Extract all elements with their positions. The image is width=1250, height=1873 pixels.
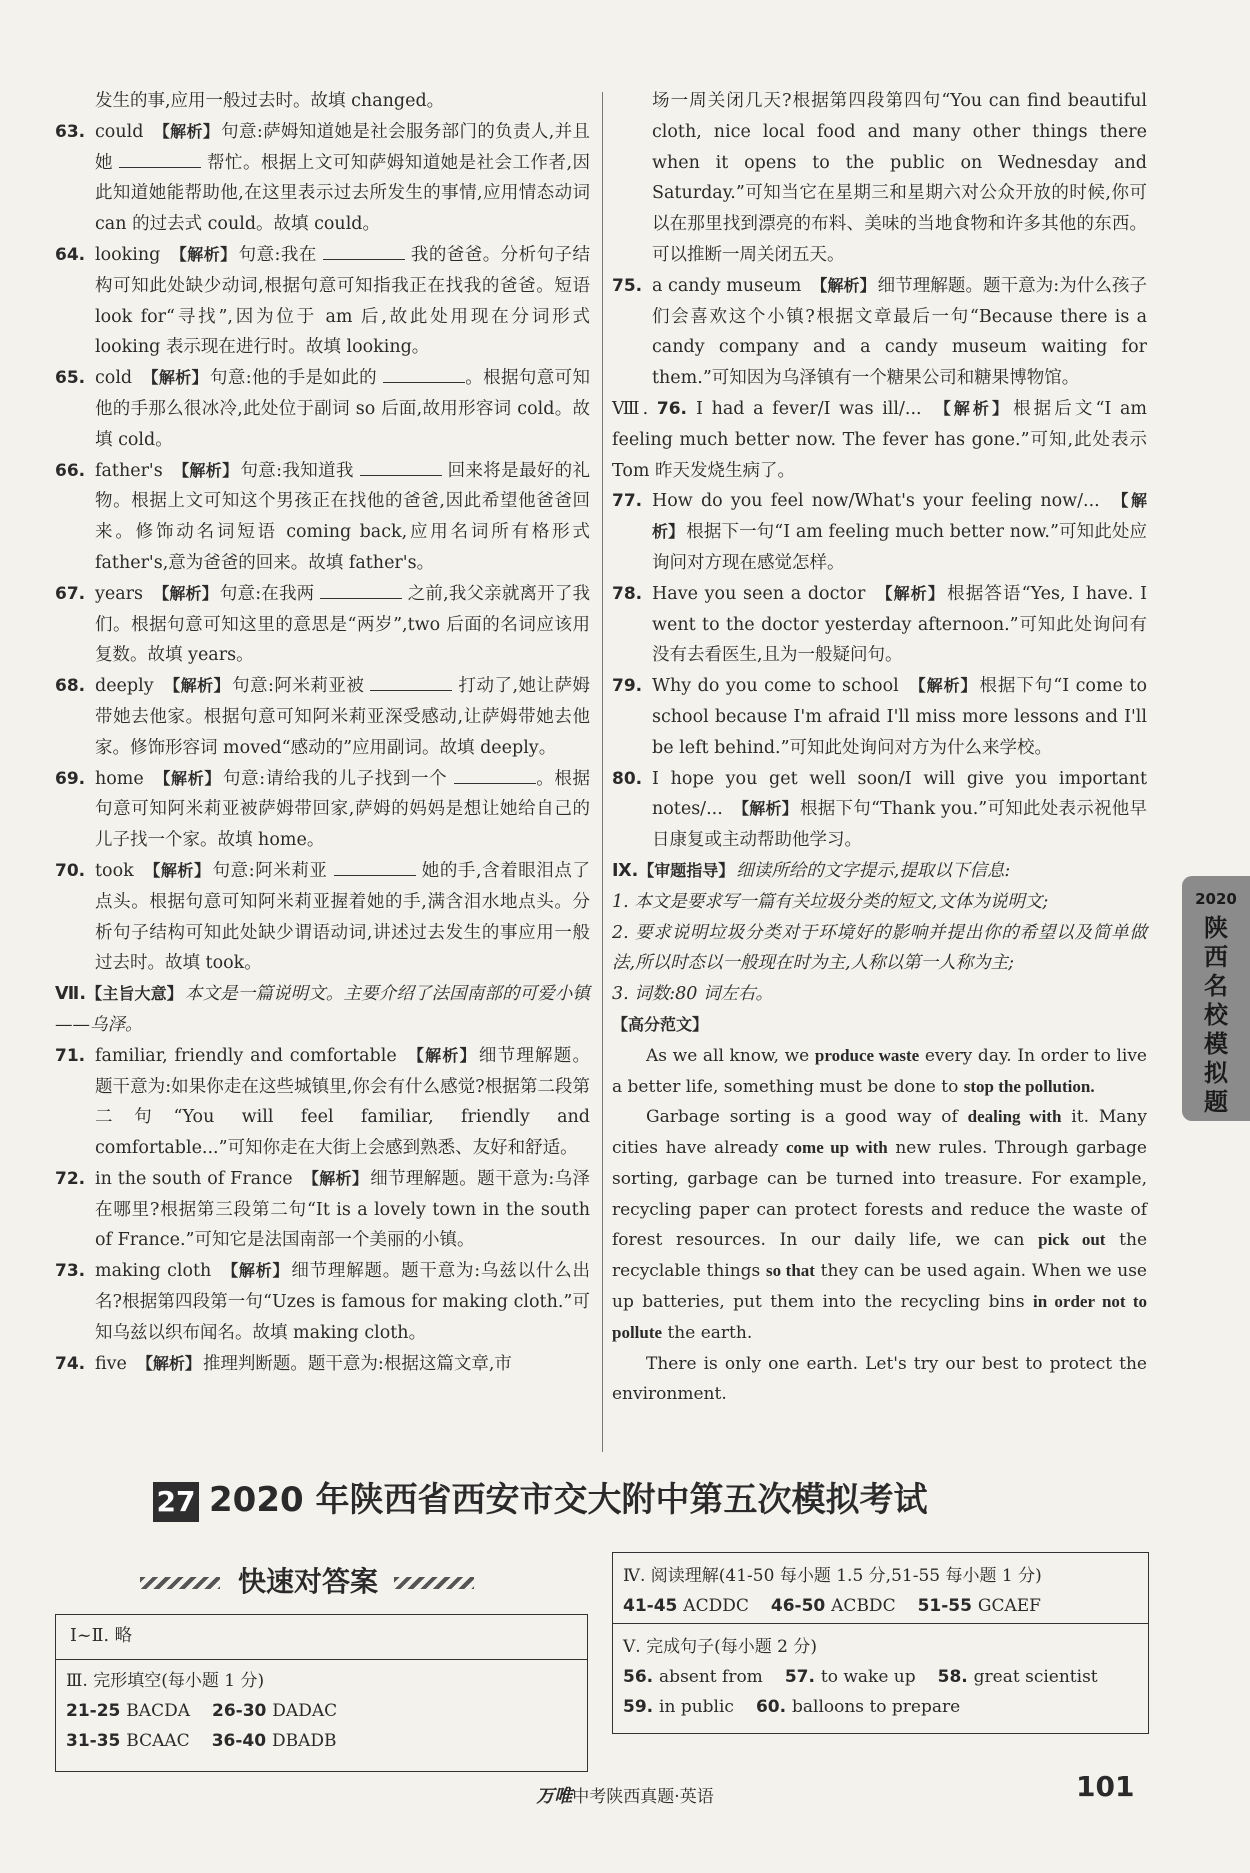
essay-paragraph	[612, 1349, 1147, 1411]
item-number: 67.	[55, 583, 86, 604]
item-number: 77.	[612, 491, 643, 512]
item-explanation: 根据下句“I come to school because I'm afraid I'll miss more lessons and I'll be left behind.”可知此处询问对方为什么来学校。	[652, 676, 1147, 758]
analysis-tag: 【解析】	[931, 398, 1012, 418]
analysis-tag: 【解析】	[652, 491, 1147, 542]
item-answer: home	[95, 768, 144, 789]
section-text: 本文是一篇说明文。主要介绍了法国南部的可爱小镇——乌泽。	[55, 984, 590, 1035]
answer-item	[55, 1349, 590, 1380]
essay-heading	[612, 1010, 1147, 1041]
answer-item	[55, 671, 590, 763]
item-answer: making cloth	[95, 1261, 212, 1282]
answer-key: great scientist	[973, 1667, 1098, 1687]
essay-key-phrase: stop the pollution.	[963, 1076, 1095, 1096]
item-number: 70.	[55, 860, 86, 881]
answer-item	[55, 456, 590, 579]
answer-blank	[370, 673, 452, 692]
item-answer: cold	[95, 368, 133, 389]
item-answer: in the south of France	[95, 1168, 293, 1189]
answer-blank	[454, 765, 536, 784]
analysis-tag: 【解析】	[142, 368, 208, 388]
answer-box-left	[55, 1614, 588, 1772]
quick-answers-title: 快速对答案	[238, 1565, 379, 1598]
analysis-tag: 【解析】	[221, 1261, 290, 1281]
item-explanation: 句意:萨姆知道她是社会服务部门的负责人,并且她 帮忙。根据上文可知萨姆知道她是社会工作者,因此知道她能帮助他,在这里表示过去所发生的事情,应用情态动词 can 的过去式 could。故填 could。	[95, 121, 590, 235]
answer-range: 46-50	[770, 1596, 832, 1616]
analysis-tag: 【解析】	[153, 121, 220, 141]
item-explanation: 句意:在我两 之前,我父亲就离开了我们。根据句意可知这里的意思是“两岁”,two 后面的名词应该用复数。故填 years。	[95, 584, 590, 666]
essay-key-phrase: pick out	[1038, 1230, 1106, 1250]
answer-row	[623, 1591, 1138, 1621]
item-answer: father's	[95, 460, 163, 481]
exam-title-text: 2020 年陕西省西安市交大附中第五次模拟考试	[209, 1480, 928, 1520]
section-v-title: Ⅴ. 完成句子(每小题 2 分)	[623, 1637, 817, 1657]
essay-paragraph	[612, 1102, 1147, 1348]
essay-tag: 【高分范文】	[612, 1014, 709, 1034]
item-answer: took	[95, 860, 134, 881]
item-number: 66.	[55, 460, 86, 481]
item-number: 63.	[55, 121, 86, 142]
item-answer: Why do you come to school	[652, 676, 899, 697]
analysis-tag: 【解析】	[153, 768, 222, 788]
answer-item	[55, 1164, 590, 1256]
item-explanation: 推理判断题。题干意为:根据这篇文章,市	[202, 1353, 512, 1374]
essay-text: As we all know, we	[646, 1045, 815, 1066]
answer-key: to wake up	[820, 1667, 916, 1687]
answer-range: 41-45	[623, 1596, 684, 1616]
answer-item	[55, 1256, 590, 1348]
analysis-tag: 【解析】	[811, 275, 876, 295]
section-numeral: Ⅸ.	[612, 860, 639, 881]
answer-range: 57.	[784, 1667, 821, 1687]
answer-range: 51-55	[917, 1596, 978, 1616]
answer-key: DBADB	[271, 1731, 337, 1751]
answer-range: 58.	[937, 1667, 974, 1687]
answer-item	[612, 671, 1147, 763]
section-numeral: Ⅶ.	[55, 984, 87, 1005]
item-number: 69.	[55, 768, 86, 789]
item-number: 72.	[55, 1168, 86, 1189]
analysis-tag: 【解析】	[875, 583, 946, 603]
essay-text: it. Many cities have already	[612, 1107, 1147, 1159]
analysis-tag: 【解析】	[908, 676, 978, 696]
answer-blank	[320, 580, 402, 599]
essay-paragraph	[612, 1041, 1147, 1103]
item-explanation: 细节理解题。题干意为:乌泽在哪里?根据第三段第二句“It is a lovely town in the south of France.”可知它是法国南部一个美丽的小镇。	[95, 1168, 590, 1251]
answer-key: in public	[659, 1697, 734, 1717]
exam-title	[153, 1472, 1113, 1522]
page-number: 101	[1076, 1770, 1135, 1803]
item-answer: I hope you get well soon/I will give you important notes/...	[652, 768, 1147, 820]
side-tab-year: 2020	[1195, 890, 1237, 908]
guide-point: 2. 要求说明垃圾分类对于环境好的影响并提出你的希望以及简单做法,所以时态以一般现在时为主,人称以第一人称为主;	[612, 922, 1147, 974]
answer-section-iii	[56, 1660, 587, 1762]
answer-key: GCAEF	[977, 1596, 1041, 1616]
right-column	[612, 86, 1147, 1410]
item-number: 64.	[55, 244, 86, 265]
item-answer: I had a fever/I was ill/...	[696, 398, 922, 419]
analysis-tag: 【解析】	[732, 799, 799, 819]
answer-item	[55, 1041, 590, 1164]
section-iii-title: Ⅲ. 完形填空(每小题 1 分)	[66, 1671, 265, 1691]
answer-key: BCAAC	[126, 1731, 190, 1751]
essay-text: every day. In order to live a better life, something must be done to	[612, 1045, 1147, 1097]
answer-item	[612, 394, 1147, 486]
answer-range: 36-40	[211, 1731, 272, 1751]
answer-item	[612, 764, 1147, 856]
answer-item	[55, 240, 590, 363]
side-tab-text: 陕西名校模拟题	[1204, 914, 1228, 1116]
item-number: 78.	[612, 583, 643, 604]
analysis-tag: 【解析】	[170, 244, 237, 264]
answer-item-continued	[612, 86, 1147, 271]
item-explanation: 根据后文“I am feeling much better now. The fever has gone.”可知,此处表示 Tom 昨天发烧生病了。	[612, 398, 1147, 481]
item-answer: looking	[95, 244, 161, 265]
item-number: 71.	[55, 1045, 86, 1066]
item-number: 80.	[612, 768, 643, 789]
answer-range: 31-35	[66, 1731, 127, 1751]
answer-item	[55, 117, 590, 240]
answer-range: 56.	[623, 1667, 660, 1687]
item-explanation: 句意:他的手是如此的 。根据句意可知他的手那么很冰冷,此处位于副词 so 后面,故用形容词 cold。故填 cold。	[95, 368, 590, 450]
analysis-tag: 【解析】	[136, 1353, 201, 1373]
item-explanation: 句意:我知道我 回来将是最好的礼物。根据上文可知这个男孩正在找他的爸爸,因此希望他爸爸回来。修饰动名词短语 coming back,应用名词所有格形式 father's,意为爸爸的回来。故填 father's。	[95, 461, 590, 573]
answer-key: DADAC	[272, 1701, 338, 1721]
answer-sections-iv-v	[613, 1553, 1148, 1730]
answer-blank	[119, 149, 201, 168]
essay-key-phrase: come up with	[786, 1138, 888, 1158]
answer-row	[66, 1696, 577, 1726]
box-divider	[613, 1623, 1148, 1624]
section-text: 细读所给的文字提示,提取以下信息:	[736, 860, 1011, 881]
item-explanation: 句意:请给我的儿子找到一个 。根据句意可知阿米莉亚被萨姆带回家,萨姆的妈妈是想让她给自己的儿子找一个家。故填 home。	[95, 769, 590, 851]
guide-point: 1. 本文是要求写一篇有关垃圾分类的短文,文体为说明文;	[612, 891, 1049, 912]
item-number: 74.	[55, 1353, 86, 1374]
item-explanation: 根据下句“Thank you.”可知此处表示祝他早日康复或主动帮助他学习。	[652, 799, 1147, 851]
item-answer: familiar, friendly and comfortable	[95, 1045, 397, 1066]
answer-key: ACBDC	[831, 1596, 896, 1616]
section-tag: 【主旨大意】	[86, 984, 183, 1004]
side-tab	[1182, 876, 1250, 1121]
section-ix-guide	[612, 856, 1147, 887]
item-number: 75.	[612, 275, 643, 296]
essay-key-phrase: in order not to pollute	[612, 1292, 1147, 1342]
essay-text: There is only one earth. Let's try our best to protect the environment.	[612, 1353, 1147, 1405]
answer-row	[66, 1726, 577, 1756]
answer-item	[55, 579, 590, 671]
exam-number-badge: 27	[153, 1482, 199, 1522]
item-number: 68.	[55, 676, 86, 697]
item-explanation: 细节理解题。题干意为:为什么孩子们会喜欢这个小镇?根据文章最后一句“Because there is a candy company and a candy museum waiting for them.”可知因为乌泽镇有一个糖果公司和糖果博物馆。	[652, 275, 1147, 389]
item-answer: a candy museum	[652, 275, 802, 296]
answer-item	[55, 764, 590, 856]
answer-key: balloons to prepare	[792, 1697, 961, 1717]
answer-range: 60.	[755, 1697, 792, 1717]
answer-blank	[323, 241, 405, 260]
essay-text: new rules. Through garbage sorting, garbage can be turned into treasure. For example, recycling paper can protect forests and reduce the waste of forest resources. In our daily life, we can	[612, 1138, 1147, 1251]
item-explanation: 细节理解题。题干意为:如果你走在这些城镇里,你会有什么感觉?根据第二段第二句“You will feel familiar, friendly and comfortable...”可知你走在大街上会感到熟悉、友好和舒适。	[95, 1045, 591, 1159]
answer-row-i-ii: Ⅰ~Ⅱ. 略	[56, 1615, 587, 1660]
item-answer: years	[95, 583, 144, 604]
essay-text: the recyclable things	[612, 1230, 1148, 1282]
answer-range: 59.	[623, 1697, 660, 1717]
answer-item	[612, 271, 1147, 394]
answer-key: ACDDC	[683, 1596, 749, 1616]
answer-item	[55, 856, 590, 979]
essay-text: Garbage sorting is a good way of	[646, 1107, 968, 1128]
item-number: 65.	[55, 368, 86, 389]
answer-range: 26-30	[211, 1701, 273, 1721]
answer-blank	[383, 365, 465, 384]
left-column	[55, 86, 590, 1379]
answer-range: 21-25	[66, 1701, 127, 1721]
answer-item	[612, 579, 1147, 671]
footer-text: 中考陕西真题·英语	[572, 1787, 714, 1807]
item-explanation: 细节理解题。题干意为:乌兹以什么出名?根据第四段第一句“Uzes is famous for making cloth.”可知乌兹以织布闻名。故填 making cloth。	[95, 1261, 590, 1343]
answer-item	[612, 486, 1147, 578]
essay-key-phrase: produce waste	[814, 1045, 920, 1065]
answer-key: BACDA	[126, 1701, 190, 1721]
item-explanation: 根据答语“Yes, I have. I went to the doctor yesterday afternoon.”可知此处询问有没有去看医生,且为一般疑问句。	[652, 583, 1147, 666]
answer-item-continued	[55, 86, 590, 117]
column-divider	[602, 92, 603, 1452]
analysis-tag: 【解析】	[302, 1168, 369, 1188]
essay-key-phrase: so that	[766, 1261, 815, 1281]
analysis-tag: 【解析】	[153, 583, 218, 603]
answer-row	[623, 1692, 1138, 1722]
item-explanation: 根据下一句“I am feeling much better now.”可知此处应询问对方现在感觉怎样。	[652, 522, 1147, 573]
answer-key: absent from	[659, 1667, 763, 1687]
section-tag: 【审题指导】	[638, 860, 735, 880]
section-iv-title: Ⅳ. 阅读理解(41-50 每小题 1.5 分,51-55 每小题 1 分)	[623, 1566, 1042, 1586]
essay-text: the earth.	[662, 1322, 753, 1343]
item-number: 79.	[612, 676, 643, 697]
essay-key-phrase: dealing with	[967, 1107, 1062, 1127]
analysis-tag: 【解析】	[143, 860, 211, 880]
item-answer: five	[95, 1353, 127, 1374]
publisher-logo: 万唯	[536, 1786, 573, 1807]
item-answer: Have you seen a doctor	[652, 583, 866, 604]
stripe-decoration	[394, 1577, 474, 1589]
page-footer	[0, 1782, 1250, 1808]
section-numeral: Ⅷ.	[612, 398, 657, 419]
answer-box-right	[612, 1552, 1149, 1734]
section-vii-summary	[55, 979, 590, 1041]
stripe-decoration	[140, 1577, 220, 1589]
item-answer: deeply	[95, 676, 154, 697]
item-explanation: 句意:阿米莉亚被 打动了,她让萨姆带她去他家。根据句意可知阿米莉亚深受感动,让萨姆带她去他家。修饰形容词 moved“感动的”应用副词。故填 deeply。	[95, 676, 590, 758]
item-number: 76.	[656, 398, 697, 419]
guide-point: 3. 词数:80 词左右。	[612, 984, 773, 1005]
answer-row	[623, 1662, 1138, 1692]
answer-blank	[334, 857, 416, 876]
analysis-tag: 【解析】	[163, 676, 231, 696]
quick-answers-heading	[140, 1560, 474, 1600]
answer-item	[55, 363, 590, 455]
item-explanation: 句意:我在 我的爸爸。分析句子结构可知此处缺少动词,根据句意可知指我正在找我的爸爸。短语 look for“寻找”,因为位于 am 后,故此处用现在分词形式 looking 表示现在进行时。故填 looking。	[95, 245, 590, 357]
analysis-tag: 【解析】	[406, 1045, 477, 1065]
essay-text: they can be used again. When we use up batteries, put them into the recycling bins	[612, 1261, 1147, 1313]
item-answer: How do you feel now/What's your feeling now/...	[652, 491, 1100, 512]
item-explanation: 句意:阿米莉亚 她的手,含着眼泪点了点头。根据句意可知阿米莉亚握着她的手,满含泪水地点头。分析句子结构可知此处缺少谓语动词,讲述过去发生的事应用一般过去时。故填 took。	[95, 861, 590, 973]
item-number: 73.	[55, 1261, 86, 1282]
item-explanation: 发生的事,应用一般过去时。故填 changed。	[95, 91, 445, 111]
item-explanation: 场一周关闭几天?根据第四段第四句“You can find beautiful cloth, nice local food and many other things there when it opens to the public on Wednesday and Saturday.”可知当它在星期三和星期六对公众开放的时候,你可以在那里找到漂亮的布料、美味的当地食物和许多其他的东西。可以推断一周关闭五天。	[652, 91, 1147, 265]
analysis-tag: 【解析】	[172, 460, 239, 480]
answer-blank	[360, 457, 442, 476]
item-answer: could	[95, 121, 144, 142]
